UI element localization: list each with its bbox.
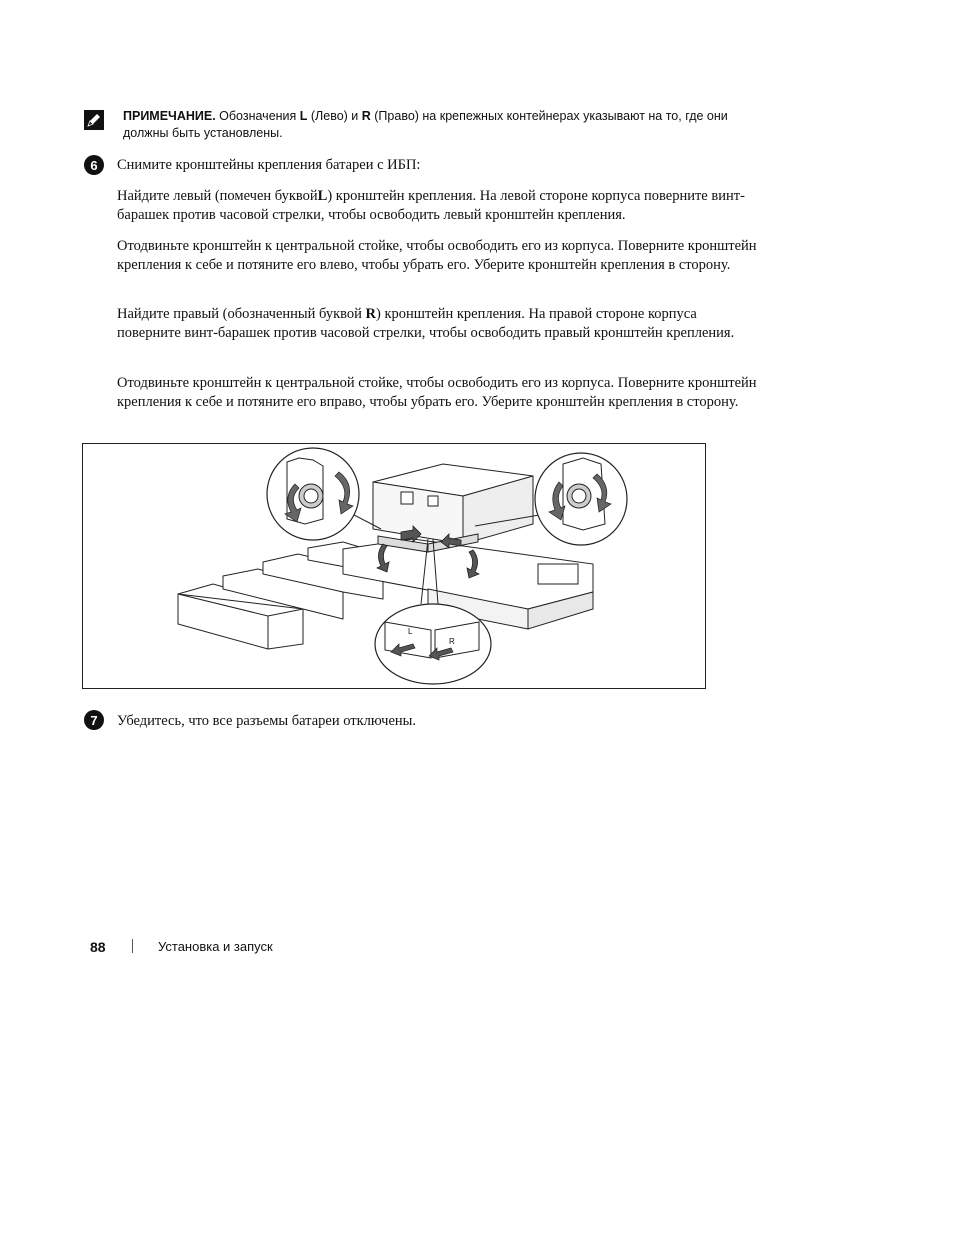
step-6-paragraph-1 <box>117 187 762 225</box>
step-6-paragraph-3 <box>117 305 762 343</box>
note-text <box>123 108 763 142</box>
figure-label-r: R <box>449 637 455 646</box>
figure-label-l: L <box>408 627 413 636</box>
step-6-badge: 6 <box>84 155 104 175</box>
p1-text-a: Найдите левый (помечен буквой <box>117 188 318 204</box>
page-number: 88 <box>90 939 106 955</box>
step-6-paragraph-2: Отодвиньте кронштейн к центральной стойке, чтобы освободить его из корпуса. Поверните кронштейн крепления к себе и потяните его влево, чтобы убрать его. Уберите кронштейн крепления в сторону. <box>117 238 757 273</box>
footer-section-title: Установка и запуск <box>158 939 273 954</box>
step-7-badge: 7 <box>84 710 104 730</box>
note-text-3: (Право) на крепежных контейнерах указывают на то, где они должны быть установлены. <box>123 109 728 140</box>
note-label: ПРИМЕЧАНИЕ. <box>123 109 216 123</box>
footer-separator <box>132 939 133 953</box>
left-thumbscrew-zoom <box>267 448 359 540</box>
p1-text-b: ) кронштейн крепления. На левой стороне корпуса поверните винт-барашек против часовой стрелки, чтобы освободить левый кронштейн крепления. <box>117 188 745 223</box>
note-text-2: (Лево) и <box>307 109 362 123</box>
ups-bracket-figure <box>82 443 706 689</box>
p3-text-a: Найдите правый (обозначенный буквой <box>117 306 366 322</box>
note-r-letter: R <box>361 109 371 123</box>
right-thumbscrew-zoom <box>535 453 627 545</box>
step-6-paragraph-4: Отодвиньте кронштейн к центральной стойке, чтобы освободить его из корпуса. Поверните кронштейн крепления к себе и потяните его вправо, чтобы убрать его. Уберите кронштейн крепления в сторону. <box>117 375 757 410</box>
note-text-1: Обозначения <box>215 109 300 123</box>
note-l-letter: L <box>299 109 308 123</box>
note-pencil-icon <box>84 110 104 130</box>
p3-text-b: ) кронштейн крепления. На правой стороне корпуса поверните винт-барашек против часовой стрелки, чтобы освободить правый кронштейн крепления. <box>117 306 735 341</box>
p3-bold: R <box>365 306 377 322</box>
ups-bracket-illustration <box>83 444 705 688</box>
p1-bold: L <box>317 188 328 204</box>
bracket-label-zoom <box>375 604 491 684</box>
step-6-title: Снимите кронштейны крепления батареи с ИБП: <box>117 157 421 173</box>
step-7-text: Убедитесь, что все разъемы батареи отключены. <box>117 713 417 729</box>
